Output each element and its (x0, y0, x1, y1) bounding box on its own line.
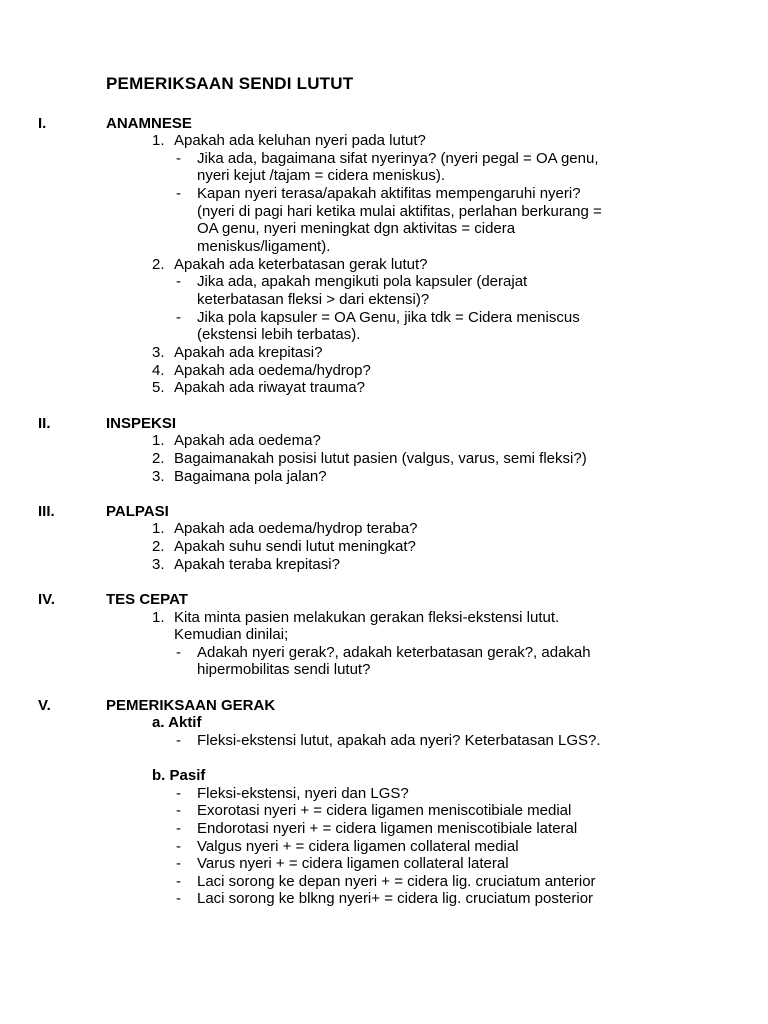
bullet-text: (ekstensi lebih terbatas). (197, 326, 361, 343)
section-number: I. (38, 115, 47, 132)
bullet-dash: - (176, 802, 181, 819)
subsection-name: Aktif (168, 714, 202, 731)
bullet-text: OA genu, nyeri meningkat dgn aktivitas = cidera (197, 220, 516, 237)
item-number: 4. (152, 362, 165, 379)
bullet-dash: - (176, 820, 181, 837)
item-text: Apakah ada oedema/hydrop teraba? (174, 520, 418, 537)
item-text: Bagaimanakah posisi lutut pasien (valgus, varus, semi fleksi?) (174, 450, 587, 467)
bullet-text: (nyeri di pagi hari ketika mulai aktifitas, perlahan berkurang = (197, 203, 602, 220)
bullet-text: Jika ada, bagaimana sifat nyerinya? (nyeri pegal = OA genu, (197, 150, 599, 167)
bullet-dash: - (176, 150, 181, 167)
bullet-dash: - (176, 838, 181, 855)
item-number: 1. (152, 432, 165, 449)
bullet-dash: - (176, 873, 181, 890)
item-number: 1. (152, 132, 165, 149)
item-number: 1. (152, 520, 165, 537)
section-heading: PEMERIKSAAN GERAK (106, 697, 276, 714)
section-heading: INSPEKSI (106, 415, 177, 432)
bullet-dash: - (176, 185, 181, 202)
subsection-letter: b. (152, 767, 166, 784)
section-number: III. (38, 503, 55, 520)
bullet-text: nyeri kejut /tajam = cidera meniskus). (197, 167, 446, 184)
bullet-dash: - (176, 732, 181, 749)
item-text: Apakah ada krepitasi? (174, 344, 323, 361)
item-number: 5. (152, 379, 165, 396)
bullet-text: Adakah nyeri gerak?, adakah keterbatasan gerak?, adakah (197, 644, 591, 661)
document-title: PEMERIKSAAN SENDI LUTUT (106, 74, 354, 93)
item-text: Apakah ada oedema/hydrop? (174, 362, 371, 379)
subsection-label (152, 767, 205, 784)
bullet-text: Fleksi-ekstensi lutut, apakah ada nyeri? Keterbatasan LGS?. (197, 732, 601, 749)
section-heading: PALPASI (106, 503, 169, 520)
item-text: Kemudian dinilai; (174, 626, 289, 643)
item-text: Apakah ada riwayat trauma? (174, 379, 365, 396)
bullet-dash: - (176, 273, 181, 290)
bullet-text: Jika pola kapsuler = OA Genu, jika tdk = Cidera meniscus (197, 309, 580, 326)
subsection-label (152, 714, 201, 731)
item-number: 2. (152, 538, 165, 555)
item-text: Apakah ada keterbatasan gerak lutut? (174, 256, 428, 273)
bullet-dash: - (176, 855, 181, 872)
item-number: 3. (152, 556, 165, 573)
bullet-text: Laci sorong ke depan nyeri + = cidera lig. cruciatum anterior (197, 873, 596, 890)
item-text: Apakah ada keluhan nyeri pada lutut? (174, 132, 426, 149)
bullet-text: Laci sorong ke blkng nyeri+ = cidera lig. cruciatum posterior (197, 890, 594, 907)
section-number: V. (38, 697, 51, 714)
bullet-text: keterbatasan fleksi > dari ektensi)? (197, 291, 430, 308)
item-number: 1. (152, 609, 165, 626)
item-text: Bagaimana pola jalan? (174, 468, 327, 485)
bullet-text: Valgus nyeri + = cidera ligamen collateral medial (197, 838, 519, 855)
item-text: Apakah ada oedema? (174, 432, 321, 449)
item-number: 3. (152, 344, 165, 361)
section-heading: TES CEPAT (106, 591, 188, 608)
bullet-text: Jika ada, apakah mengikuti pola kapsuler (derajat (197, 273, 528, 290)
bullet-dash: - (176, 890, 181, 907)
item-text: Apakah suhu sendi lutut meningkat? (174, 538, 416, 555)
bullet-text: Kapan nyeri terasa/apakah aktifitas mempengaruhi nyeri? (197, 185, 581, 202)
subsection-name: Pasif (169, 767, 206, 784)
subsection-letter: a. (152, 714, 165, 731)
item-text: Apakah teraba krepitasi? (174, 556, 340, 573)
item-number: 2. (152, 256, 165, 273)
section-number: II. (38, 415, 51, 432)
section-heading: ANAMNESE (106, 115, 192, 132)
bullet-text: Exorotasi nyeri + = cidera ligamen meniscotibiale medial (197, 802, 572, 819)
item-number: 2. (152, 450, 165, 467)
bullet-text: meniskus/ligament). (197, 238, 331, 255)
bullet-text: hipermobilitas sendi lutut? (197, 661, 371, 678)
bullet-text: Fleksi-ekstensi, nyeri dan LGS? (197, 785, 409, 802)
bullet-dash: - (176, 644, 181, 661)
section-number: IV. (38, 591, 55, 608)
bullet-dash: - (176, 309, 181, 326)
item-text: Kita minta pasien melakukan gerakan fleksi-ekstensi lutut. (174, 609, 560, 626)
bullet-dash: - (176, 785, 181, 802)
bullet-text: Endorotasi nyeri + = cidera ligamen meniscotibiale lateral (197, 820, 578, 837)
bullet-text: Varus nyeri + = cidera ligamen collateral lateral (197, 855, 509, 872)
item-number: 3. (152, 468, 165, 485)
